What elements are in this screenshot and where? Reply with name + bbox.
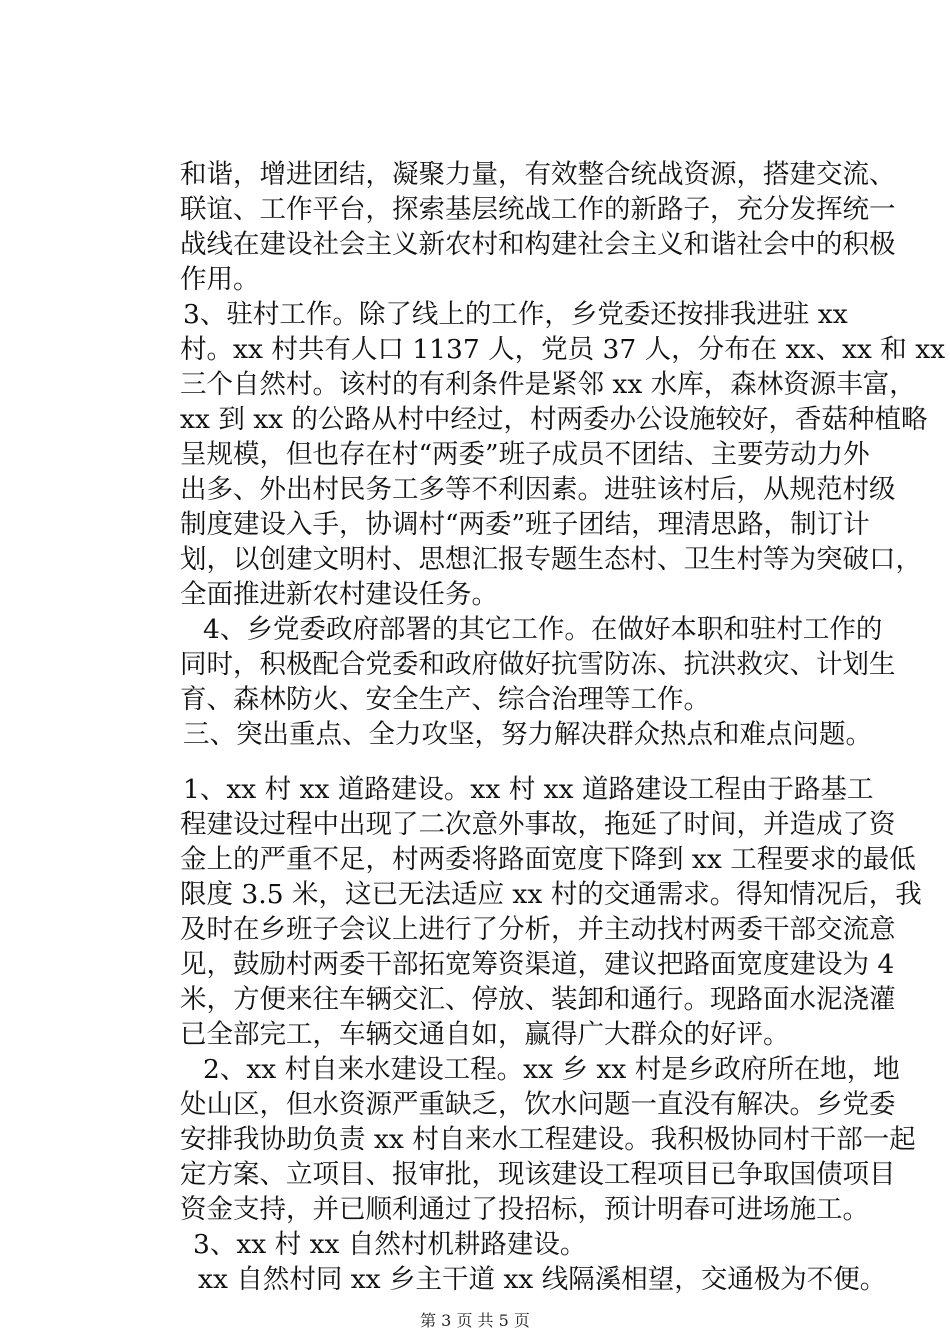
section-heading: 三、突出重点、全力攻坚，努力解决群众热点和难点问题。 xyxy=(183,719,872,750)
text-line: 处山区，但水资源严重缺乏，饮水问题一直没有解决。乡党委 xyxy=(180,1089,896,1120)
text-line: 制度建设入手，协调村“两委”班子团结，理清思路，制订计 xyxy=(180,509,870,540)
text-line: 2、xx 村自来水建设工程。xx 乡 xx 村是乡政府所在地，地 xyxy=(203,1054,900,1085)
text-line: 3、驻村工作。除了线上的工作，乡党委还按排我进驻 xx xyxy=(183,299,848,330)
text-line: 作用。 xyxy=(180,264,260,295)
text-line: 已全部完工，车辆交通自如，赢得广大群众的好评。 xyxy=(180,1019,790,1050)
text-line: 金上的严重不足，村两委将路面宽度下降到 xx 工程要求的最低 xyxy=(180,844,916,875)
text-line: 定方案、立项目、报审批，现该建设工程项目已争取国债项目 xyxy=(180,1159,896,1190)
text-line: 村。xx 村共有人口 1137 人，党员 37 人，分布在 xx、xx 和 xx xyxy=(180,334,946,365)
text-line: 4、乡党委政府部署的其它工作。在做好本职和驻村工作的 xyxy=(203,614,883,645)
text-line: xx 到 xx 的公路从村中经过，村两委办公设施较好，香菇种植略 xyxy=(180,404,928,435)
text-line: 育、森林防火、安全生产、综合治理等工作。 xyxy=(180,684,710,715)
text-line: 资金支持，并已顺利通过了投招标，预计明春可进场施工。 xyxy=(180,1194,869,1225)
text-line: 出多、外出村民务工多等不利因素。进驻该村后，从规范村级 xyxy=(180,474,896,505)
text-line: 程建设过程中出现了二次意外事故，拖延了时间，并造成了资 xyxy=(180,809,896,840)
text-line: 安排我协助负责 xx 村自来水工程建设。我积极协同村干部一起 xyxy=(180,1124,916,1155)
text-line: 战线在建设社会主义新农村和构建社会主义和谐社会中的积极 xyxy=(180,229,896,260)
text-line: xx 自然村同 xx 乡主干道 xx 线隔溪相望，交通极为不便。 xyxy=(198,1264,887,1295)
text-line: 米，方便来往车辆交汇、停放、装卸和通行。现路面水泥浇灌 xyxy=(180,984,896,1015)
text-line: 同时，积极配合党委和政府做好抗雪防冻、抗洪救灾、计划生 xyxy=(180,649,896,680)
text-line: 见，鼓励村两委干部拓宽筹资渠道，建议把路面宽度建设为 4 xyxy=(180,949,895,980)
text-line: 及时在乡班子会议上进行了分析，并主动找村两委干部交流意 xyxy=(180,914,896,945)
text-line: 限度 3.5 米，这已无法适应 xx 村的交通需求。得知情况后，我 xyxy=(180,879,922,910)
text-line: 1、xx 村 xx 道路建设。xx 村 xx 道路建设工程由于路基工 xyxy=(183,774,874,805)
text-line: 全面推进新农村建设任务。 xyxy=(180,579,498,610)
text-line: 划，以创建文明村、思想汇报专题生态村、卫生村等为突破口， xyxy=(180,544,922,575)
text-line: 呈规模，但也存在村“两委”班子成员不团结、主要劳动力外 xyxy=(180,439,870,470)
text-line: 3、xx 村 xx 自然村机耕路建设。 xyxy=(193,1229,587,1260)
page-footer: 第 3 页 共 5 页 xyxy=(420,1311,530,1330)
text-line: 联谊、工作平台，探索基层统战工作的新路子，充分发挥统一 xyxy=(180,194,896,225)
text-line: 三个自然村。该村的有利条件是紧邻 xx 水库，森林资源丰富， xyxy=(180,369,916,400)
text-line: 和谐，增进团结，凝聚力量，有效整合统战资源，搭建交流、 xyxy=(180,159,896,190)
